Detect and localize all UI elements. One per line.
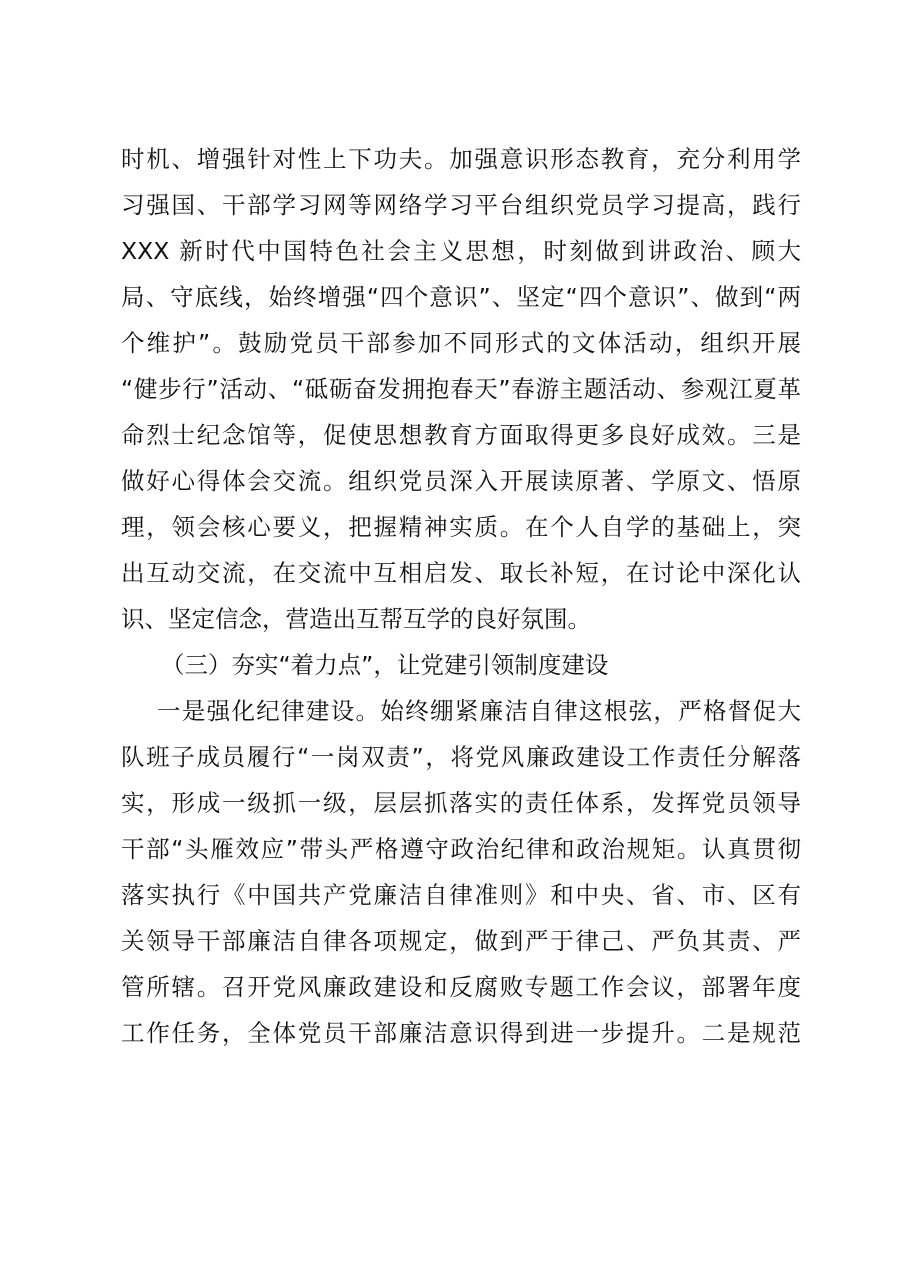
text-line: 个维护”。鼓励党员干部参加不同形式的文体活动，组织开展 (121, 329, 801, 357)
text-line: 管所辖。召开党风廉政建设和反腐败专题工作会议，部署年度 (121, 973, 801, 1001)
paragraph-thought-education (121, 136, 801, 642)
text-line: 理，领会核心要义，把握精神实质。在个人自学的基础上，突 (121, 513, 801, 541)
section-heading: （三）夯实“着力点”，让党建引领制度建设 (161, 651, 609, 679)
text-line: 关领导干部廉洁自律各项规定，做到严于律己、严负其责、严 (121, 927, 801, 955)
text-line: 时机、增强针对性上下功夫。加强意识形态教育，充分利用学 (121, 145, 801, 173)
text-line: 局、守底线，始终增强“四个意识”、坚定“四个意识”、做到“两 (121, 283, 801, 311)
text-line: 实，形成一级抓一级，层层抓落实的责任体系，发挥党员领导 (121, 789, 801, 817)
text-line: “健步行”活动、“砥砺奋发拥抱春天”春游主题活动、参观江夏革 (121, 375, 801, 403)
text-line: 干部“头雁效应”带头严格遵守政治纪律和政治规矩。认真贯彻 (121, 835, 801, 863)
text-line: XXX 新时代中国特色社会主义思想，时刻做到讲政治、顾大 (121, 237, 801, 265)
document-body (121, 136, 801, 1056)
text-line: 做好心得体会交流。组织党员深入开展读原著、学原文、悟原 (121, 467, 801, 495)
text-line: 落实执行《中国共产党廉洁自律准则》和中央、省、市、区有 (121, 881, 801, 909)
text-line: 工作任务，全体党员干部廉洁意识得到进一步提升。二是规范 (121, 1019, 801, 1047)
text-line: 出互动交流，在交流中互相启发、取长补短，在讨论中深化认 (121, 559, 801, 587)
text-line: 识、坚定信念，营造出互帮互学的良好氛围。 (121, 605, 591, 633)
text-line: 队班子成员履行“一岗双责”，将党风廉政建设工作责任分解落 (121, 743, 801, 771)
text-line: 命烈士纪念馆等，促使思想教育方面取得更多良好成效。三是 (121, 421, 801, 449)
text-line: 一是强化纪律建设。始终绷紧廉洁自律这根弦，严格督促大 (157, 697, 801, 725)
paragraph-discipline-building (121, 688, 801, 1056)
text-line: 习强国、干部学习网等网络学习平台组织党员学习提高，践行 (121, 191, 801, 219)
